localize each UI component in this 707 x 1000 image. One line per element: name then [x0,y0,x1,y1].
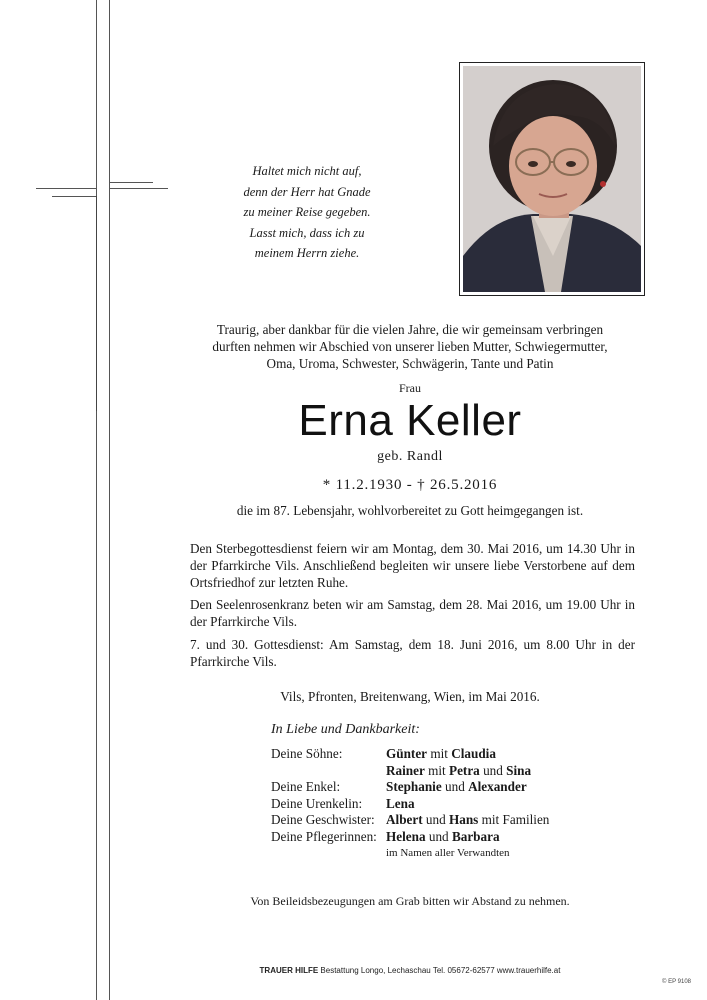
age-line: die im 87. Lebensjahr, wohlvorbereitet zu Gott heimgegangen ist. [236,503,584,518]
left-border-line [96,0,97,1000]
document-code: © EP 9108 [662,979,691,985]
verse-line: denn der Herr hat Gnade [243,184,371,199]
verse-line: Haltet mich nicht auf, [252,164,362,178]
relative-names: Lena [386,795,415,811]
life-dates: * 11.2.1930 - † 26.5.2016 [322,477,498,493]
relative-label: Deine Pflegerinnen: [271,828,377,844]
relative-names: Stephanie und Alexander [386,779,527,794]
intro-line: Oma, Uroma, Schwester, Schwägerin, Tante und Patin [266,356,554,371]
footer-brand: TRAUER HILFE [259,966,319,975]
relative-names: Rainer mit Petra und Sina [386,762,532,778]
verse-line: meinem Herrn ziehe. [254,246,360,260]
intro-line: durften nehmen wir Abschied von unserer lieben Mutter, Schwiegermutter, [212,339,608,354]
footer [170,966,650,975]
intro-text [170,321,650,372]
title: Frau [399,381,421,395]
intro-line: Traurig, aber dankbar für die vielen Jahre, die wir gemeinsam verbringen [216,322,604,337]
relative-label: Deine Söhne: [271,746,343,761]
birth-name: geb. Randl [377,449,443,464]
relative-label: Deine Urenkelin: [271,795,363,811]
closing-note: Von Beileidsbezeugungen am Grab bitten wir Abstand zu nehmen. [250,894,570,908]
rosary-paragraph: Den Seelenrosenkranz beten wir am Samstag, dem 28. Mai 2016, um 19.00 Uhr in der Pfarrkirche Vils. [190,597,635,629]
relative-label: Deine Geschwister: [271,812,375,827]
place-date: Vils, Pfronten, Breitenwang, Wien, im Mai 2016. [280,689,540,704]
deceased-name: Erna Keller [298,396,522,445]
verse-line: zu meiner Reise gegeben. [243,205,371,219]
on-behalf-note: im Namen aller Verwandten [386,847,510,859]
relative-names: Albert und Hans mit Familien [386,812,550,827]
relative-names: Günter mit Claudia [386,746,496,761]
verse [222,161,392,264]
footer-details: Bestattung Longo, Lechaschau Tel. 05672-62577 www.trauerhilfe.at [318,966,561,975]
portrait-image [463,66,641,292]
funeral-service-paragraph: Den Sterbegottesdienst feiern wir am Montag, dem 30. Mai 2016, um 14.30 Uhr in der Pfarrkirche Vils. Anschließend begleiten wir unsere liebe Verstorbene auf dem Ortsfriedhof zur letzten Ruhe. [190,541,635,590]
relative-names: Helena und Barbara [386,828,500,844]
relative-label: Deine Enkel: [271,779,341,794]
verse-line: Lasst mich, dass ich zu [249,225,365,240]
love-heading: In Liebe und Dankbarkeit: [271,722,420,737]
memorial-service-paragraph: 7. und 30. Gottesdienst: Am Samstag, dem 18. Juni 2016, um 8.00 Uhr in der Pfarrkirche Vils. [190,637,635,669]
portrait-photo [459,62,645,296]
